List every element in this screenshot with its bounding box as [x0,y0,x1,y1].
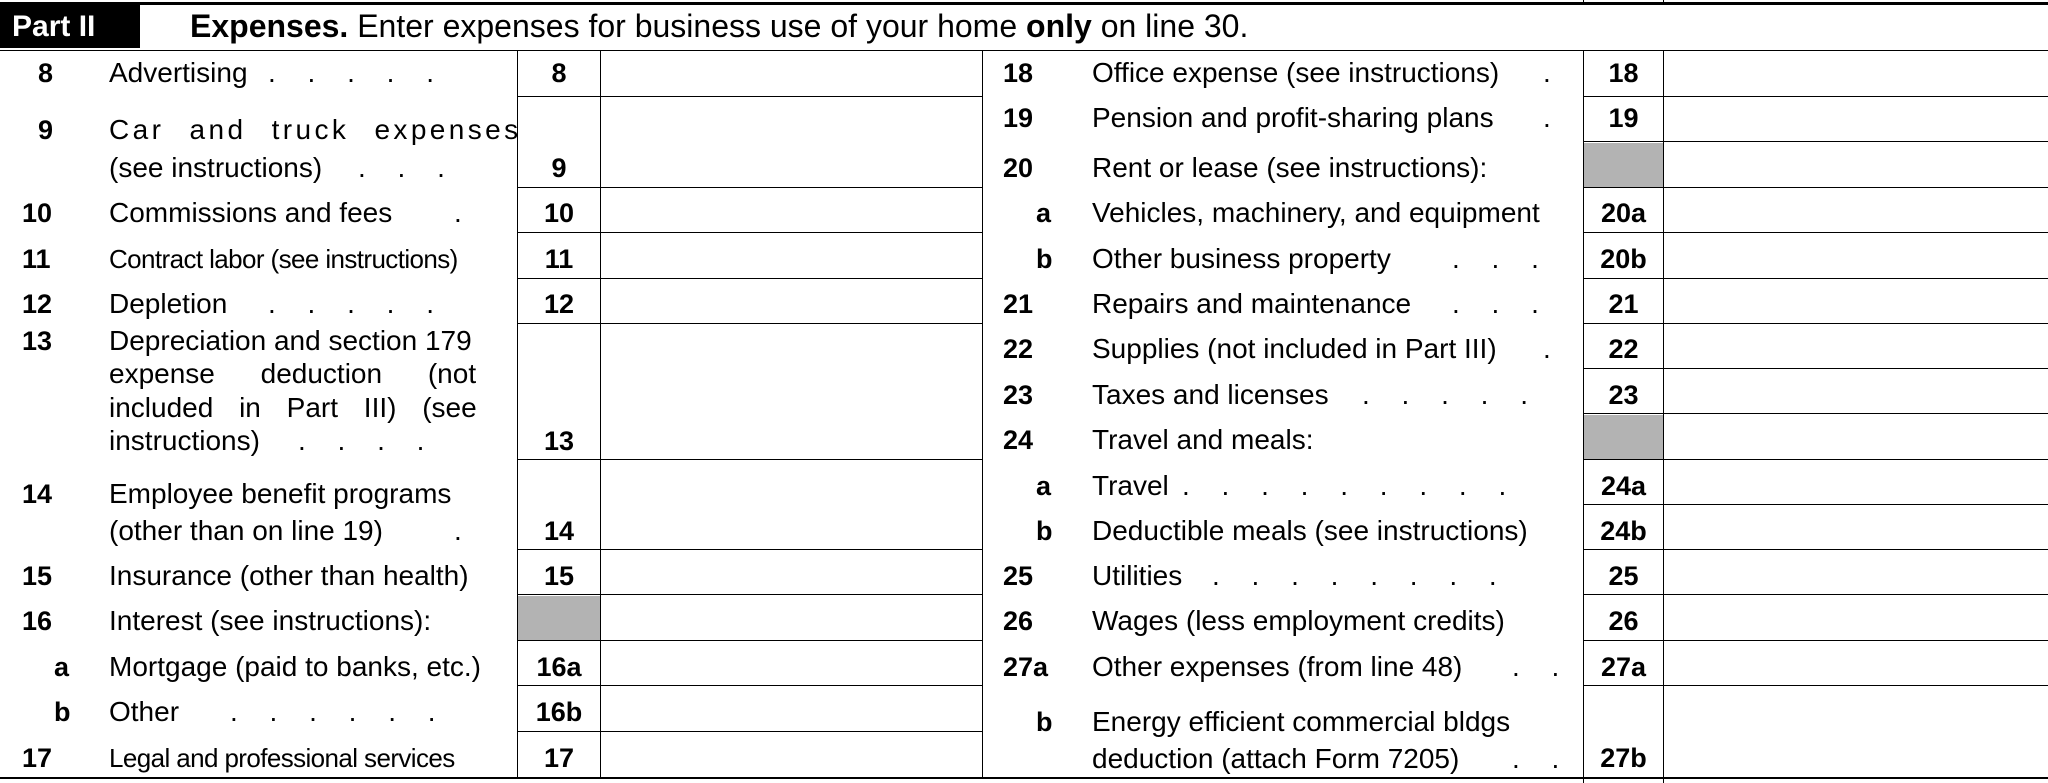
left-rule-9 [517,187,982,188]
line-25-box: 25 [1608,561,1639,591]
line-11-box: 11 [544,244,574,274]
line-11-label: Contract labor (see instructions) [109,244,458,274]
right-amount-divider [1663,50,1664,783]
line-11-amount-field[interactable] [602,234,980,277]
line-14-number: 14 [22,479,53,509]
header-rule [0,50,2048,51]
line-22-label: Supplies (not included in Part III) [1092,333,1497,364]
line-26-number: 26 [1003,606,1034,636]
line-19-dots: . [1543,102,1563,133]
line-14-label-2: (other than on line 19) [109,515,383,546]
right-rule-27a [1583,685,2048,686]
line-26-label: Wages (less employment credits) [1092,605,1505,636]
line-24a-box: 24a [1600,471,1647,501]
line-27a-dots: . . [1512,651,1572,682]
line-9-box: 9 [551,153,567,183]
line-10-label: Commissions and fees [109,197,393,228]
left-rule-13 [517,459,982,460]
line-14-label-1: Employee benefit programs [109,478,452,509]
line-16-label: Interest (see instructions): [109,605,432,636]
line-16a-label: Mortgage (paid to banks, etc.) [109,651,481,682]
line-23-box: 23 [1608,380,1639,410]
line-17-number: 17 [22,743,53,773]
line-18-number: 18 [1003,58,1034,88]
line-20b-dots: . . . [1452,243,1551,274]
line-10-box: 10 [543,198,575,228]
line-13-label-1: Depreciation and section 179 [109,325,472,356]
line-27b-dots: . . [1512,743,1572,774]
line-20b-label: Other business property [1092,243,1391,274]
line-13-label-2: expense deduction (not [109,358,477,389]
line-25-number: 25 [1003,561,1034,591]
right-rule-20a [1583,232,2048,233]
line-23-amount-field[interactable] [1665,370,2045,412]
line-15-number: 15 [22,561,53,591]
line-9-label-2: (see instructions) [109,152,323,183]
top-tick-2 [1663,0,1664,5]
line-14-dots: . [454,515,474,546]
line-8-box: 8 [551,58,567,88]
left-rule-16b [517,731,982,732]
line-12-dots: . . . . . [268,288,447,319]
line-12-box: 12 [543,289,575,319]
title-rest-1: Enter expenses for business use of your home [348,8,1027,44]
line-25-amount-field[interactable] [1665,551,2045,593]
line-23-label: Taxes and licenses [1092,379,1329,410]
line-17-amount-field[interactable] [602,733,980,776]
line-22-number: 22 [1003,334,1034,364]
line-20a-box: 20a [1600,198,1647,228]
line-20b-letter: b [1036,244,1053,274]
line-12-amount-field[interactable] [602,280,980,322]
line-27b-label-2: deduction (attach Form 7205) [1092,743,1460,774]
line-18-dots: . [1543,57,1563,88]
part-title [190,5,1248,48]
line-15-label: Insurance (other than health) [109,560,469,591]
line-21-dots: . . . [1452,288,1551,319]
line-16-number: 16 [22,606,53,636]
line-16a-letter: a [54,652,70,682]
line-18-label: Office expense (see instructions) [1092,57,1500,88]
column-divider [982,50,983,777]
line-16a-amount-field[interactable] [602,642,980,684]
line-12-label: Depletion [109,288,228,319]
line-27a-number: 27a [1003,652,1049,682]
line-25-label: Utilities [1092,560,1183,591]
line-24-label: Travel and meals: [1092,424,1314,455]
line-22-dots: . [1543,333,1563,364]
bottom-rule [0,777,2048,779]
line-22-box: 22 [1608,334,1639,364]
line-17-box: 17 [543,743,575,773]
right-rule-20 [1583,187,2048,188]
line-13-box: 13 [543,426,575,456]
line-20a-letter: a [1036,198,1052,228]
line-10-number: 10 [22,198,53,228]
line-24b-box: 24b [1600,516,1647,546]
line-24b-label: Deductible meals (see instructions) [1092,515,1528,546]
line-13-label-3: included in Part III) (see [109,392,477,423]
line-24b-amount-field[interactable] [1665,506,2045,548]
shade-16 [518,596,600,640]
right-rule-26 [1583,640,2048,641]
line-18-amount-field[interactable] [1665,52,2045,95]
line-24a-letter: a [1036,471,1052,501]
left-rule-12 [517,323,982,324]
left-rule-11 [517,278,982,279]
right-rule-19 [1583,141,2048,142]
line-27a-label: Other expenses (from line 48) [1092,651,1463,682]
left-rule-14 [517,549,982,550]
line-9-label-1: Car and truck expenses [109,114,522,145]
line-24-number: 24 [1003,425,1034,455]
left-rule-10 [517,232,982,233]
line-21-box: 21 [1608,289,1639,319]
line-24a-label: Travel [1092,470,1169,501]
line-20-label: Rent or lease (see instructions): [1092,152,1488,183]
line-24b-letter: b [1036,516,1053,546]
right-rule-20b [1583,278,2048,279]
line-20a-amount-field[interactable] [1665,189,2045,231]
line-8-amount-field[interactable] [602,52,980,95]
title-bold: Expenses. [190,8,349,44]
line-20a-label: Vehicles, machinery, and equipment [1092,197,1540,228]
right-rule-22 [1583,368,2048,369]
line-19-amount-field[interactable] [1665,98,2045,140]
left-rule-16 [517,640,982,641]
title-rest-2: on line 30. [1091,8,1249,44]
right-rule-23 [1583,413,2048,414]
part-badge: Part II [0,5,140,48]
line-27b-label-1: Energy efficient commercial bldgs [1092,706,1511,737]
line-9-number: 9 [38,115,54,145]
line-12-number: 12 [22,289,53,319]
right-rule-25 [1583,594,2048,595]
line-10-amount-field[interactable] [602,189,980,231]
line-20b-amount-field[interactable] [1665,234,2045,277]
line-26-amount-field[interactable] [1665,596,2045,639]
line-8-number: 8 [38,58,54,88]
line-20-number: 20 [1003,153,1034,183]
line-22-amount-field[interactable] [1665,325,2045,367]
right-rule-18 [1583,96,2048,97]
line-25-dots: . . . . . . . . [1212,560,1509,591]
left-rule-16a [517,685,982,686]
line-13-dots: . . . . [298,425,437,456]
line-15-box: 15 [543,561,575,591]
shade-24 [1584,415,1663,459]
line-20b-box: 20b [1600,244,1647,274]
line-21-label: Repairs and maintenance [1092,288,1412,319]
line-14-box: 14 [543,516,575,546]
line-23-dots: . . . . . [1362,379,1541,410]
line-17-label: Legal and professional services [109,743,455,773]
line-9-dots: . . . [358,152,457,183]
left-amount-divider [600,50,601,777]
line-14-amount-field[interactable] [602,461,980,548]
line-21-amount-field[interactable] [1665,280,2045,322]
line-27a-box: 27a [1600,652,1647,682]
line-27b-box: 27b [1600,743,1647,773]
line-13-number: 13 [22,326,53,356]
line-19-label: Pension and profit-sharing plans [1092,102,1494,133]
line-13-label-4: instructions) [109,425,260,456]
line-24a-amount-field[interactable] [1665,461,2045,503]
shade-20 [1584,143,1663,187]
line-13-amount-field[interactable] [602,325,980,458]
line-16b-dots: . . . . . . [230,696,448,727]
line-16a-box: 16a [536,652,582,682]
line-16b-label: Other [109,696,180,727]
line-19-number: 19 [1003,103,1034,133]
line-23-number: 23 [1003,380,1034,410]
line-27b-amount-field[interactable] [1665,687,2045,776]
line-19-box: 19 [1608,103,1639,133]
line-26-box: 26 [1608,606,1639,636]
right-rule-24a [1583,504,2048,505]
left-rule-15 [517,594,982,595]
line-27b-letter: b [1036,707,1053,737]
line-10-dots: . [454,197,474,228]
line-21-number: 21 [1003,289,1034,319]
line-16b-letter: b [54,697,71,727]
right-rule-24 [1583,459,2048,460]
right-rule-21 [1583,323,2048,324]
line-18-box: 18 [1608,58,1639,88]
line-27a-amount-field[interactable] [1665,642,2045,684]
line-16b-amount-field[interactable] [602,687,980,730]
left-rule-8 [517,96,982,97]
line-8-label: Advertising [109,57,248,88]
top-tick-1 [1583,0,1584,5]
line-15-amount-field[interactable] [602,551,980,593]
line-8-dots: . . . . . [268,57,447,88]
line-24a-dots: . . . . . . . . . [1182,470,1519,501]
title-only: only [1026,8,1092,44]
line-9-amount-field[interactable] [602,98,980,186]
line-11-number: 11 [22,244,51,274]
right-rule-24b [1583,549,2048,550]
line-16b-box: 16b [535,697,583,727]
